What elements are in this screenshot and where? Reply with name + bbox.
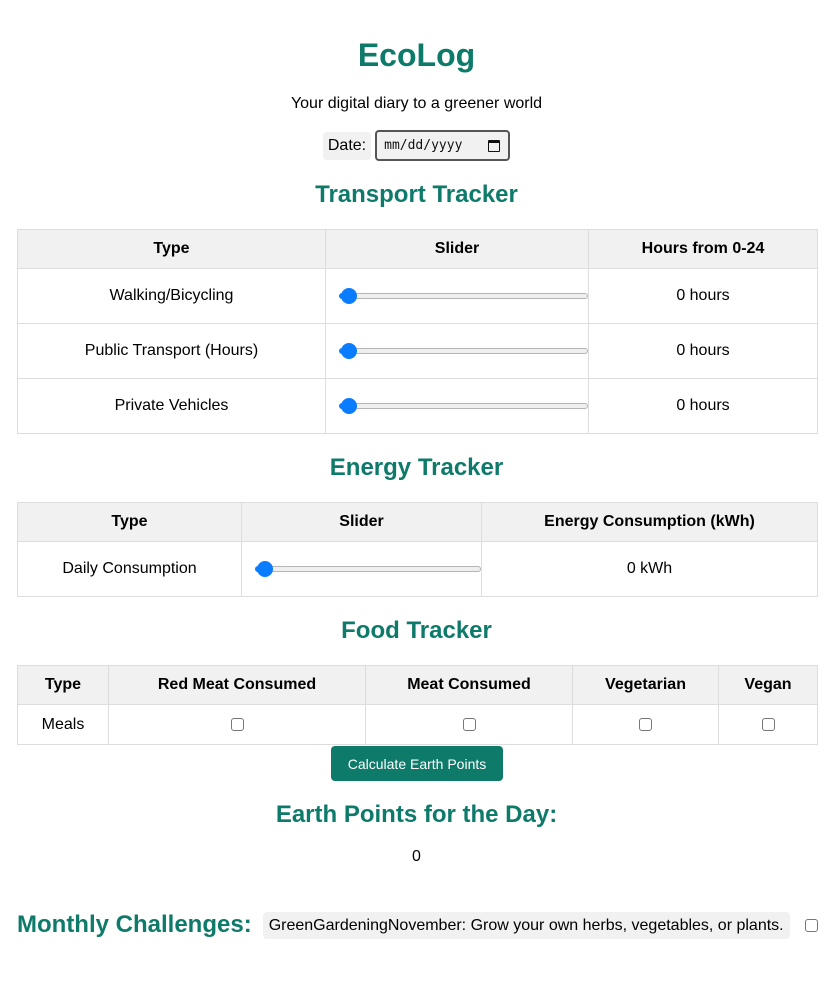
slider-cell bbox=[326, 324, 589, 379]
column-header-type: Type bbox=[18, 666, 109, 705]
meat-checkbox[interactable] bbox=[463, 718, 476, 731]
transport-title: Transport Tracker bbox=[315, 181, 518, 208]
energy-table bbox=[17, 502, 818, 597]
row-type: Public Transport (Hours) bbox=[18, 324, 326, 379]
walking-slider[interactable] bbox=[339, 288, 588, 304]
food-title: Food Tracker bbox=[341, 617, 492, 644]
private-vehicles-slider[interactable] bbox=[339, 398, 588, 414]
date-label: Date: bbox=[323, 132, 371, 160]
transport-table bbox=[17, 229, 818, 434]
vegetarian-checkbox[interactable] bbox=[639, 718, 652, 731]
row-type: Walking/Bicycling bbox=[18, 269, 326, 324]
red-meat-checkbox[interactable] bbox=[231, 718, 244, 731]
column-header-meat: Meat Consumed bbox=[366, 666, 573, 705]
checkbox-cell bbox=[573, 705, 719, 745]
challenge-text: GreenGardeningNovember: Grow your own herbs, vegetables, or plants. bbox=[263, 912, 790, 939]
table-row-public-transport bbox=[18, 324, 818, 379]
date-row bbox=[0, 130, 833, 161]
row-type: Private Vehicles bbox=[18, 379, 326, 434]
row-value: 0 hours bbox=[589, 324, 818, 379]
energy-title: Energy Tracker bbox=[329, 454, 504, 481]
slider-cell bbox=[242, 542, 482, 597]
slider-track bbox=[343, 348, 588, 354]
column-header-vegetarian: Vegetarian bbox=[573, 666, 719, 705]
column-header-vegan: Vegan bbox=[719, 666, 818, 705]
slider-thumb[interactable] bbox=[257, 561, 273, 577]
calendar-icon[interactable] bbox=[488, 140, 500, 152]
column-header-slider: Slider bbox=[326, 230, 589, 269]
column-header-red-meat: Red Meat Consumed bbox=[109, 666, 366, 705]
monthly-challenges-row bbox=[17, 909, 818, 941]
table-header-row bbox=[18, 666, 818, 705]
earth-points-title: Earth Points for the Day: bbox=[275, 801, 558, 828]
row-value: 0 kWh bbox=[482, 542, 818, 597]
slider-thumb[interactable] bbox=[341, 343, 357, 359]
date-input[interactable] bbox=[375, 130, 510, 161]
vegan-checkbox[interactable] bbox=[762, 718, 775, 731]
table-row-daily-consumption bbox=[18, 542, 818, 597]
column-header-energy: Energy Consumption (kWh) bbox=[482, 503, 818, 542]
column-header-type: Type bbox=[18, 230, 326, 269]
table-row-private-vehicles bbox=[18, 379, 818, 434]
checkbox-cell bbox=[109, 705, 366, 745]
food-table bbox=[17, 665, 818, 745]
slider-thumb[interactable] bbox=[341, 398, 357, 414]
checkbox-cell bbox=[366, 705, 573, 745]
slider-cell bbox=[326, 269, 589, 324]
table-header-row bbox=[18, 230, 818, 269]
public-transport-slider[interactable] bbox=[339, 343, 588, 359]
table-header-row bbox=[18, 503, 818, 542]
energy-slider[interactable] bbox=[255, 561, 481, 577]
earth-points-value: 0 bbox=[412, 848, 421, 865]
tagline: Your digital diary to a greener world bbox=[290, 95, 543, 112]
date-placeholder: mm/dd/yyyy bbox=[384, 138, 463, 153]
slider-track bbox=[343, 293, 588, 299]
slider-thumb[interactable] bbox=[341, 288, 357, 304]
slider-cell bbox=[326, 379, 589, 434]
slider-track bbox=[259, 566, 481, 572]
table-row-meals bbox=[18, 705, 818, 745]
app-title: EcoLog bbox=[357, 37, 476, 73]
row-value: 0 hours bbox=[589, 269, 818, 324]
column-header-hours: Hours from 0-24 bbox=[589, 230, 818, 269]
row-value: 0 hours bbox=[589, 379, 818, 434]
table-row-walking bbox=[18, 269, 818, 324]
column-header-type: Type bbox=[18, 503, 242, 542]
row-type: Meals bbox=[18, 705, 109, 745]
challenge-checkbox[interactable] bbox=[805, 919, 818, 932]
monthly-challenges-title: Monthly Challenges: bbox=[17, 911, 252, 938]
checkbox-cell bbox=[719, 705, 818, 745]
column-header-slider: Slider bbox=[242, 503, 482, 542]
calculate-earth-points-button[interactable]: Calculate Earth Points bbox=[331, 746, 503, 781]
row-type: Daily Consumption bbox=[18, 542, 242, 597]
slider-track bbox=[343, 403, 588, 409]
